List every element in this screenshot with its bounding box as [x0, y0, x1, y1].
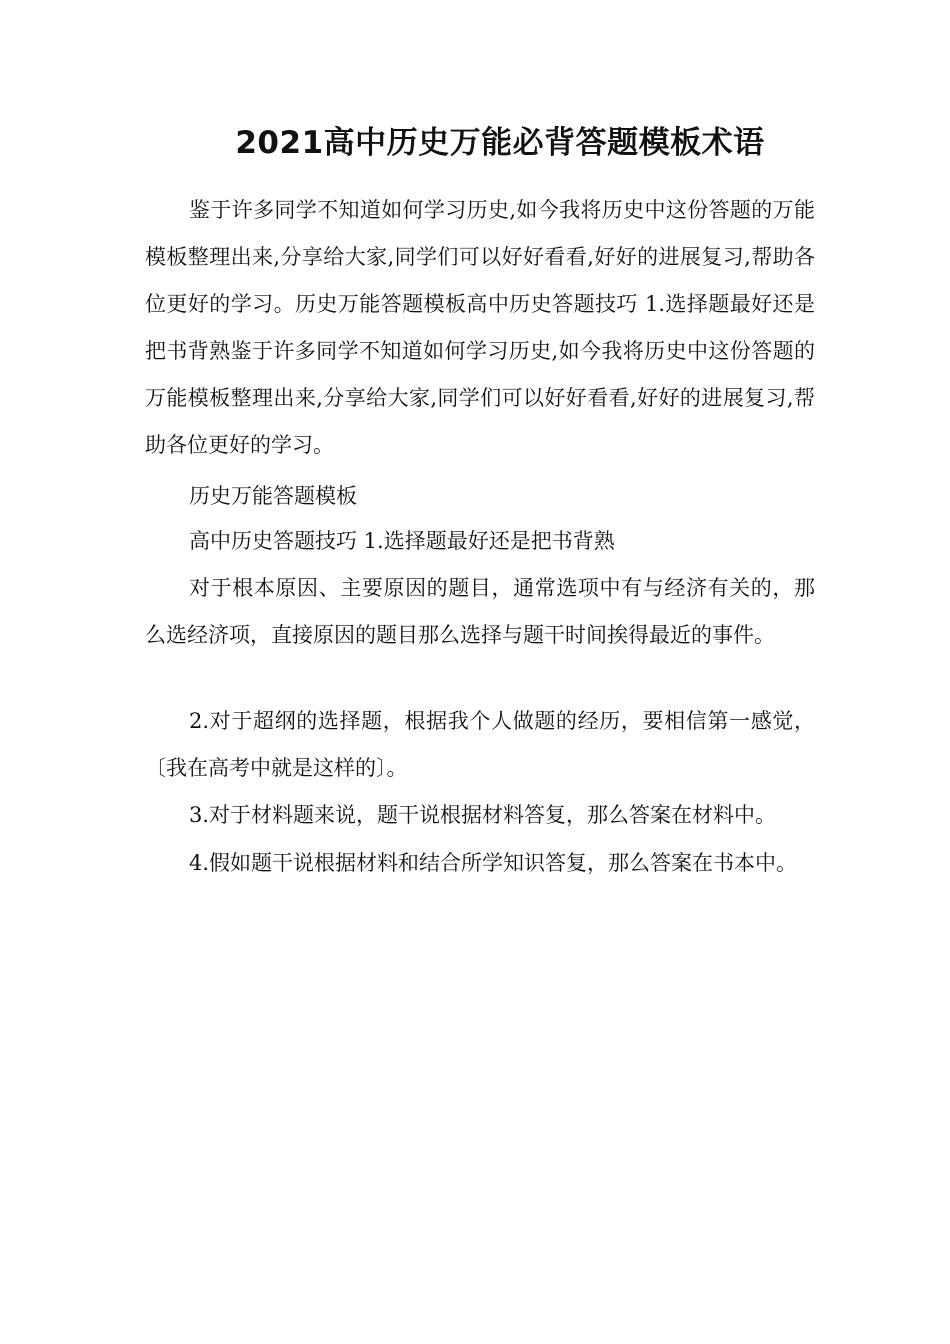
section-heading: 历史万能答题模板: [189, 484, 357, 508]
tip-paragraph-2: 2.对于超纲的选择题，根据我个人做题的经历，要相信第一感觉，〔我在高考中就是这样的〕。: [145, 709, 815, 780]
tip-paragraph-3: 3.对于材料题来说，题干说根据材料答复，那么答案在材料中。: [189, 803, 777, 827]
tip-paragraph-4: 4.假如题干说根据材料和结合所学知识答复，那么答案在书本中。: [189, 851, 798, 875]
intro-paragraph: 鉴于许多同学不知道如何学习历史,如今我将历史中这份答题的万能模板整理出来,分享给大家,同学们可以好好看看,好好的进展复习,帮助各位更好的学习。历史万能答题模板高中历史答题技巧 1.选择题最好还是把书背熟鉴于许多同学不知道如何学习历史,如今我将历史中这份答题的万能模板整理出来,分享给大家,同学们可以好好看看,好好的进展复习,帮助各位更好的学习。: [145, 198, 815, 457]
document-title: 2021高中历史万能必背答题模板术语: [235, 125, 765, 161]
tip-paragraph-1: 对于根本原因、主要原因的题目，通常选项中有与经济有关的，那么选经济项，直接原因的题目那么选择与题干时间挨得最近的事件。: [145, 576, 815, 647]
tip-heading: 高中历史答题技巧 1.选择题最好还是把书背熟: [189, 529, 615, 553]
